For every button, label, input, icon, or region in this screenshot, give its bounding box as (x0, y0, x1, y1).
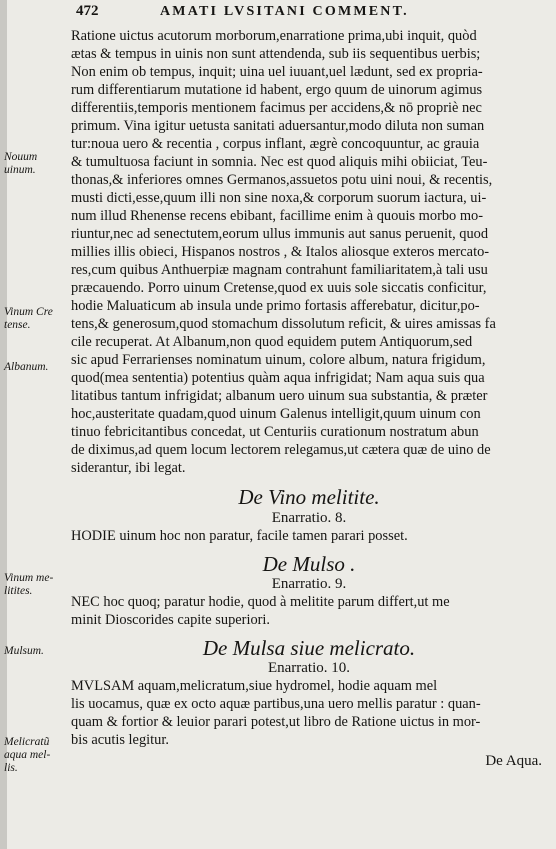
running-head (76, 3, 546, 21)
text-line: quod(mea sententia) potentius quàm aqua infrigidat; Nam aqua suis qua (71, 370, 485, 386)
text-line: hoc,austeritate quadam,quod uinum Galenus intelligit,quum uinum con (71, 406, 481, 422)
page-number: 472 (76, 3, 99, 19)
enarratio-label: Enarratio. 10. (267, 660, 351, 676)
marginal-note: Mulsum. (4, 645, 44, 657)
text-line: NEC hoc quoq; paratur hodie, quod à melitite parum differt,ut me (71, 594, 450, 610)
running-title: AMATI LVSITANI COMMENT. (160, 4, 409, 19)
enarratio-label: Enarratio. 8. (271, 510, 347, 526)
text-line: riuntur,nec ad senectutem,eorum ullus immunis aut sanus peruenit, quod (71, 226, 489, 242)
text-line: sic apud Ferrarienses nominatum uinum, colore album, natura frigidum, (71, 352, 486, 368)
section-heading: De Mulso . (262, 552, 356, 576)
binding-gutter (0, 0, 7, 849)
text-line: millies illis obieci, Hispanos nostros , & Italos aliosque exteros mercato- (71, 244, 490, 260)
marginal-note: Albanum. (4, 361, 49, 373)
text-line: præcauendo. Porro uinum Cretense,quod ex uuis sole siccatis conficitur, (71, 280, 487, 296)
marginal-note: Vinum me- litites. (4, 572, 54, 597)
text-line: hodie Maluaticum ab insula unde primo fortasis afferebatur, dicitur,po- (71, 298, 480, 314)
marginal-note: Nouum uinum. (4, 151, 38, 176)
text-line: differentiis,temporis mentionem facimus per accidens,& nō propriè nec (71, 100, 482, 116)
text-line: quam & fortior & leuior parari potest,ut libro de Ratione uictus in mor- (71, 714, 481, 730)
section-heading: De Mulsa siue melicrato. (202, 636, 416, 660)
text-line: & tumultuosa faciunt in somnia. Nec est quod aliquis mihi obiiciat, Teu- (71, 154, 488, 170)
text-line: Non enim ob tempus, inquit; uina uel iuuant,uel lædunt, sed ex propria- (71, 64, 483, 80)
text-line: Ratione uictus acutorum morborum,enarratione prima,ubi inquit, quòd (71, 28, 477, 44)
text-line: ætas & tempus in uinis non sunt attendenda, sub iis sequentibus uerbis; (71, 46, 481, 62)
text-line: bis acutis legitur. (71, 732, 169, 748)
text-line: tens,& generosum,quod stomachum dissolutum reficit, & uires amissas fa (71, 316, 496, 332)
text-line: siderantur, ibi legat. (71, 460, 186, 476)
text-line: minit Dioscorides capite superiori. (71, 612, 271, 628)
text-line: HODIE uinum hoc non paratur, facile tamen parari posset. (71, 528, 408, 544)
text-line: MVLSAM aquam,melicratum,siue hydromel, hodie aquam mel (71, 678, 438, 694)
text-line: tur:noua uero & recentia , corpus inflant, ægrè concoquuntur, ac grauia (71, 136, 480, 152)
text-line: cile recuperat. At Albanum,non quod equidem putem Antiquorum,sed (71, 334, 473, 350)
text-line: litatibus tantum infrigidat; albanum uero uinum sua substantia, & præter (71, 388, 488, 404)
text-line: rum differentiarum mutatione id habent, ergo quum de uinorum agimus (71, 82, 483, 98)
marginal-note: Vinum Cre tense. (4, 306, 53, 331)
text-line: res,cum quibus Anthuerpiæ magnam contrahunt familiaritatem,à tali usu (71, 262, 488, 278)
text-line: thonas,& inferiores omnes Germanos,assuetos potu uini noui, & recentis, (71, 172, 493, 188)
text-line: de diximus,ad quem locum lectorem relegamus,ut cætera quæ de uino de (71, 442, 491, 458)
section-heading: De Vino melitite. (238, 485, 380, 509)
catchword: De Aqua. (485, 753, 542, 769)
text-line: primum. Vina igitur uetusta sanitati aduersantur,modo diluta non suman (71, 118, 485, 134)
text-line: musti dicti,esse,quum illi non sine noxa,& corporum suorum iactura, ui- (71, 190, 487, 206)
text-line: tinuo febricitantibus concedat, ut Centuriis curationum nostratum abun (71, 424, 479, 440)
text-line: lis uocamus, quæ ex octo aquæ partibus,una uero mellis paratur : quan- (71, 696, 481, 712)
marginal-note: Melicratũ aqua mel- lis. (4, 736, 51, 774)
text-line: num illud Rhenense recens ebibant, facillime enim à quouis morbo mo- (71, 208, 484, 224)
enarratio-label: Enarratio. 9. (271, 576, 347, 592)
